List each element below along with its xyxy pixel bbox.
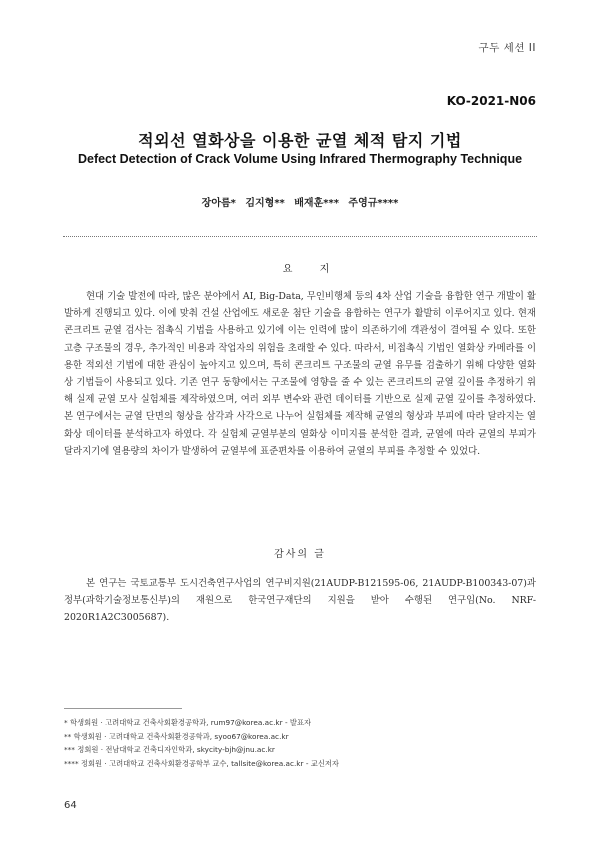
session-label: 구두 세션 II bbox=[478, 42, 536, 54]
footnote-author-1: * 학생회원 · 고려대학교 건축사회환경공학과, rum97@korea.ac.kr - 발표자 bbox=[64, 718, 312, 727]
paper-title-korean: 적외선 열화상을 이용한 균열 체적 탐지 기법 bbox=[138, 131, 462, 150]
acknowledgement-heading: 감사의 글 bbox=[274, 549, 326, 560]
footnote-author-2: ** 학생회원 · 고려대학교 건축사회환경공학과, syoo67@korea.ac.kr bbox=[64, 731, 289, 741]
paper-title-english: Defect Detection of Crack Volume Using Infrared Thermography Technique bbox=[77, 152, 523, 166]
paper-id: KO-2021-N06 bbox=[446, 94, 536, 108]
abstract-heading: 요 지 bbox=[282, 264, 342, 275]
footnote-rule bbox=[64, 708, 182, 709]
author-list: 장아름* 김지형** 배재훈*** 주영규**** bbox=[201, 198, 399, 209]
footnote-author-4: **** 정회원 · 고려대학교 건축사회환경공학부 교수, tallsite@korea.ac.kr - 교신저자 bbox=[64, 758, 339, 768]
footnotes bbox=[64, 716, 536, 770]
section-divider bbox=[63, 236, 537, 237]
abstract-body: 현대 기술 발전에 따라, 많은 분야에서 AI, Big-Data, 무인비행체 등의 4차 산업 기술을 융합한 연구 개발이 활발하게 진행되고 있다. 이에 맞춰 건설 산업에도 새로운 첨단 기술을 융합하는 연구가 활발히 이루어지고 있다. 현재 콘크리트 균열 검사는 접촉식 기법을 사용하고 있기에 이는 인력에 많이 의존하기에 객관성이 결여될 수 있다. 또한 고층 구조물의 경우, 추가적인 비용과 작업자의 위험을 초래할 수 있다. 따라서, 비접촉식 기법인 열화상 카메라를 이용한 적외선 기법에 대한 관심이 높아지고 있으며, 특히 콘크리트 구조물의 균열 유무를 검출하기 위해 다양한 열화상 기법들이 사용되고 있다. 기존 연구 동향에서는 구조물에 영향을 줄 수 있는 콘크리트의 균열 깊이를 추정하기 위해 실제 균열 모사 실험체를 제작하였으며, 여러 외부 변수와 관련 데이터를 기반으로 실제 균열 깊이를 추정하였다. 본 연구에서는 균열 단면의 형상을 삼각과 사각으로 나누어 실험체를 제작해 균열의 형상과 부피에 따라 달라지는 열화상 데이터를 분석하고자 하였다. 각 실험체 균열부분의 열화상 이미지를 분석한 결과, 균열에 따라 균열의 부피가 달라지기에 열용량의 차이가 발생하여 균열부에 표준편차를 이용하여 균열의 부피를 추정할 수 있었다. bbox=[64, 291, 536, 457]
footnote-author-3: *** 정회원 · 전남대학교 건축디자인학과, skycity-bjh@jnu.ac.kr bbox=[64, 745, 275, 754]
page-number: 64 bbox=[64, 800, 77, 811]
acknowledgement-body: 본 연구는 국토교통부 도시건축연구사업의 연구비지원(21AUDP-B121595-06, 21AUDP-B100343-07)과 정부(과학기술정보통신부)의 재원으로 한국연구재단의 지원을 받아 수행된 연구임(No. NRF-2020R1A2C3005687). bbox=[64, 578, 536, 624]
